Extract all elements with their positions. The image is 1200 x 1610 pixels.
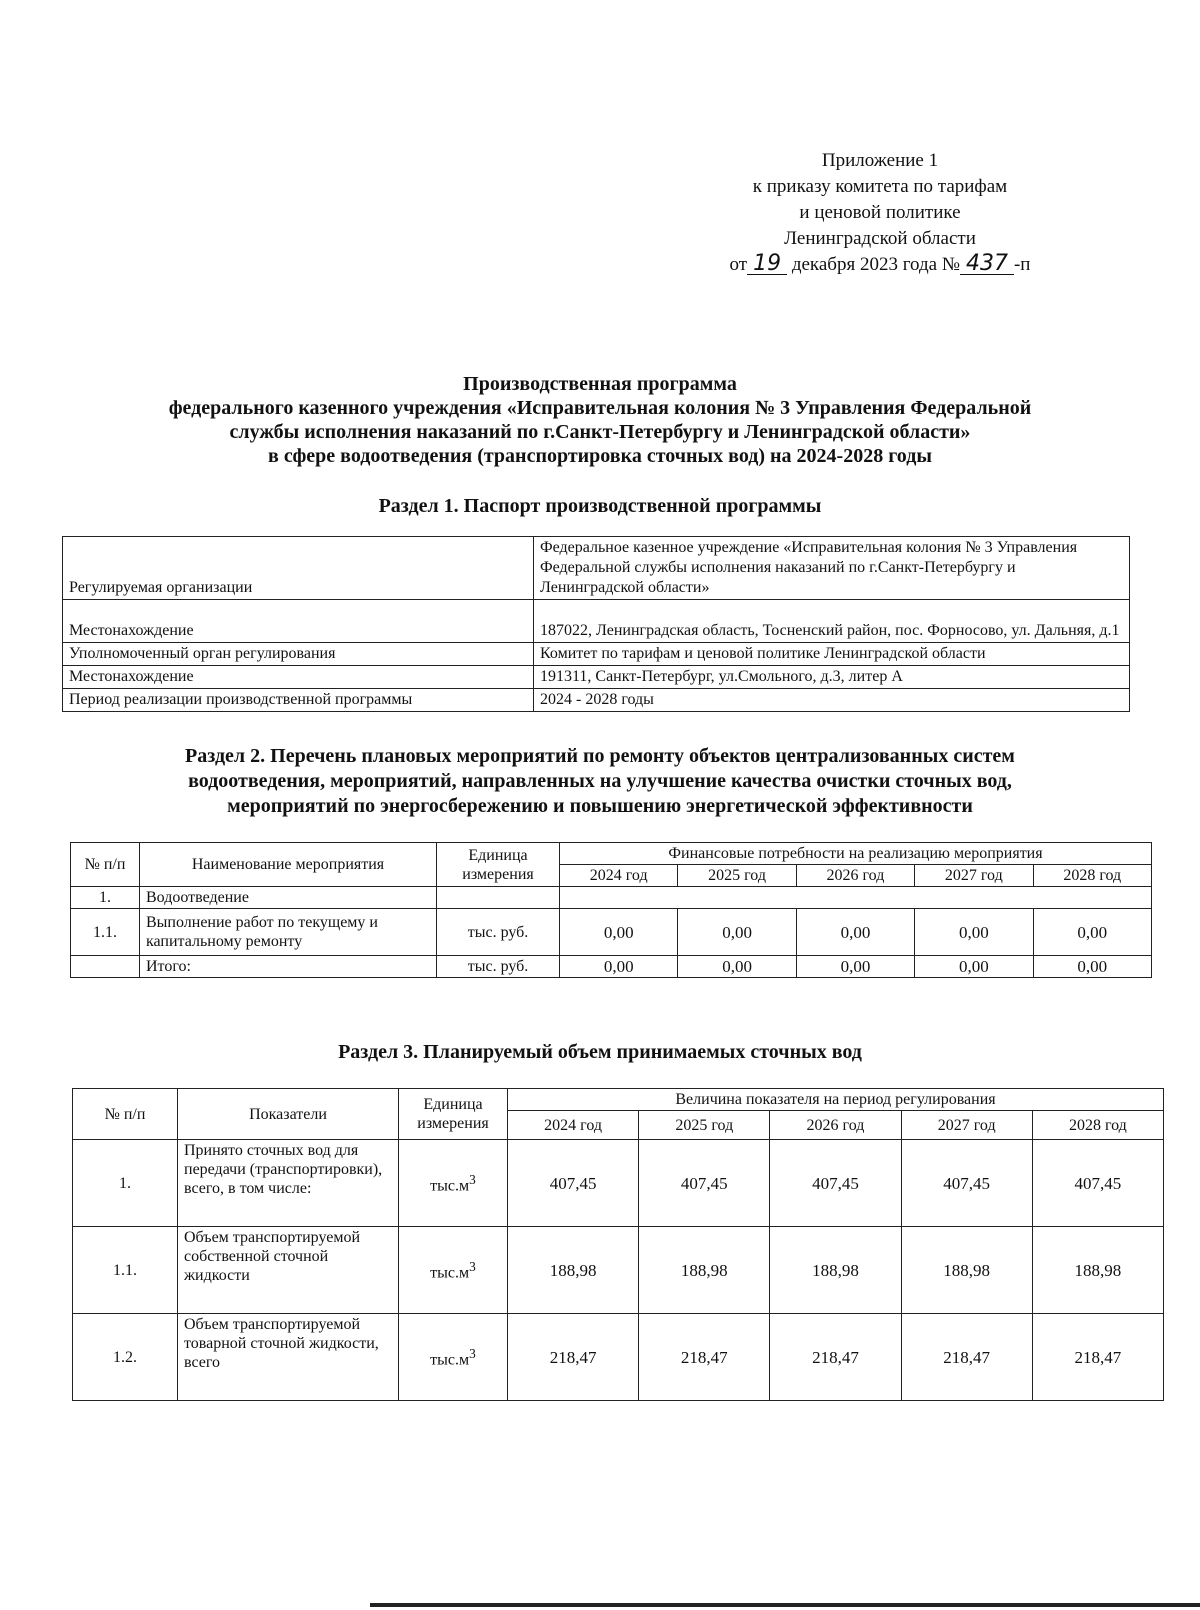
cell-no bbox=[71, 956, 140, 978]
passport-table bbox=[62, 536, 1130, 712]
cell-no: 1.2. bbox=[73, 1314, 178, 1401]
passport-value: 191311, Санкт-Петербург, ул.Смольного, д.3, литер А bbox=[534, 666, 1130, 689]
cell-value: 188,98 bbox=[639, 1227, 770, 1314]
cell-unit bbox=[399, 1140, 508, 1227]
section3-heading: Раздел 3. Планируемый объем принимаемых сточных вод bbox=[338, 1041, 862, 1063]
cell-value: 407,45 bbox=[1032, 1140, 1163, 1227]
col-header-year: 2027 год bbox=[901, 1111, 1032, 1140]
cell-value: 0,00 bbox=[678, 956, 796, 978]
heading-line: водоотведения, мероприятий, направленных на улучшение качества очистки сточных вод, bbox=[188, 770, 1012, 792]
document-title bbox=[40, 372, 1160, 468]
unit-exponent: 3 bbox=[469, 1259, 476, 1275]
passport-value: 187022, Ленинградская область, Тосненский район, пос. Форносово, ул. Дальняя, д.1 bbox=[534, 600, 1130, 643]
table-row bbox=[63, 643, 1130, 666]
annex-line: и ценовой политике bbox=[799, 202, 961, 223]
col-header-year: 2024 год bbox=[508, 1111, 639, 1140]
table-row bbox=[71, 909, 1152, 956]
table-row bbox=[71, 887, 1152, 909]
cell-no: 1. bbox=[71, 887, 140, 909]
passport-label: Местонахождение bbox=[63, 600, 534, 643]
unit-base: тыс.м bbox=[430, 1264, 470, 1282]
section1-heading: Раздел 1. Паспорт производственной программы bbox=[378, 495, 822, 517]
heading-line: мероприятий по энергосбережению и повышению энергетической эффективности bbox=[227, 795, 973, 817]
scan-edge-line bbox=[370, 1603, 1200, 1607]
cell-value: 188,98 bbox=[901, 1227, 1032, 1314]
cell-value: 218,47 bbox=[508, 1314, 639, 1401]
cell-unit bbox=[437, 887, 560, 909]
cell-name: Объем транспортируемой собственной сточной жидкости bbox=[178, 1227, 399, 1314]
measures-table bbox=[70, 842, 1152, 978]
cell-value: 0,00 bbox=[915, 956, 1033, 978]
passport-value: Комитет по тарифам и ценовой политике Ленинградской области bbox=[534, 643, 1130, 666]
cell-value: 188,98 bbox=[508, 1227, 639, 1314]
volume-table bbox=[72, 1088, 1164, 1401]
cell-value: 407,45 bbox=[770, 1140, 901, 1227]
annex-block bbox=[700, 148, 1060, 278]
cell-value: 218,47 bbox=[770, 1314, 901, 1401]
cell-empty bbox=[560, 887, 1152, 909]
col-header-year: 2024 год bbox=[560, 865, 678, 887]
cell-value: 0,00 bbox=[560, 956, 678, 978]
passport-value: Федеральное казенное учреждение «Исправительная колония № 3 Управления Федеральной службы исполнения наказаний по г.Санкт-Петербургу и Ленинградской области» bbox=[534, 537, 1130, 600]
annex-line: Приложение 1 bbox=[821, 150, 939, 171]
cell-value: 0,00 bbox=[678, 909, 796, 956]
cell-no: 1.1. bbox=[71, 909, 140, 956]
passport-value: 2024 - 2028 годы bbox=[534, 689, 1130, 712]
annex-line: Ленинградской области bbox=[784, 228, 976, 249]
col-header-values: Величина показателя на период регулирования bbox=[508, 1089, 1164, 1111]
cell-value: 218,47 bbox=[901, 1314, 1032, 1401]
table-row bbox=[73, 1140, 1164, 1227]
col-header-no: № п/п bbox=[73, 1089, 178, 1140]
cell-value: 218,47 bbox=[1032, 1314, 1163, 1401]
col-header-unit: Единица измерения bbox=[437, 843, 560, 887]
cell-unit bbox=[399, 1227, 508, 1314]
passport-label: Местонахождение bbox=[63, 666, 534, 689]
cell-unit: тыс. руб. bbox=[437, 956, 560, 978]
date-middle: декабря 2023 года № bbox=[791, 254, 960, 275]
col-header-finance: Финансовые потребности на реализацию мероприятия bbox=[560, 843, 1152, 865]
cell-name: Итого: bbox=[140, 956, 437, 978]
unit-exponent: 3 bbox=[469, 1172, 476, 1188]
cell-no: 1.1. bbox=[73, 1227, 178, 1314]
passport-label: Период реализации производственной программы bbox=[63, 689, 534, 712]
unit-base: тыс.м bbox=[430, 1351, 470, 1369]
col-header-name: Наименование мероприятия bbox=[140, 843, 437, 887]
col-header-no: № п/п bbox=[71, 843, 140, 887]
col-header-year: 2028 год bbox=[1032, 1111, 1163, 1140]
cell-value: 218,47 bbox=[639, 1314, 770, 1401]
col-header-year: 2026 год bbox=[770, 1111, 901, 1140]
passport-label: Регулируемая организации bbox=[63, 537, 534, 600]
cell-unit bbox=[399, 1314, 508, 1401]
title-line: Производственная программа bbox=[463, 373, 737, 395]
col-header-year: 2025 год bbox=[639, 1111, 770, 1140]
annex-line: к приказу комитета по тарифам bbox=[752, 176, 1008, 197]
title-line: федерального казенного учреждения «Исправительная колония № 3 Управления Федеральной bbox=[168, 397, 1032, 419]
cell-value: 0,00 bbox=[915, 909, 1033, 956]
cell-value: 407,45 bbox=[639, 1140, 770, 1227]
cell-name: Принято сточных вод для передачи (транспортировки), всего, в том числе: bbox=[178, 1140, 399, 1227]
col-header-year: 2028 год bbox=[1033, 865, 1152, 887]
date-suffix: -п bbox=[1013, 254, 1031, 275]
cell-name: Объем транспортируемой товарной сточной жидкости, всего bbox=[178, 1314, 399, 1401]
col-header-year: 2025 год bbox=[678, 865, 796, 887]
table-row bbox=[63, 666, 1130, 689]
table-row bbox=[63, 600, 1130, 643]
title-line: в сфере водоотведения (транспортировка сточных вод) на 2024-2028 годы bbox=[268, 445, 932, 467]
table-header-row bbox=[71, 843, 1152, 865]
table-row bbox=[63, 537, 1130, 600]
section2-heading bbox=[40, 744, 1160, 819]
cell-value: 407,45 bbox=[901, 1140, 1032, 1227]
cell-value: 188,98 bbox=[1032, 1227, 1163, 1314]
handwritten-order-number: 437 bbox=[960, 254, 1014, 275]
title-line: службы исполнения наказаний по г.Санкт-Петербургу и Ленинградской области» bbox=[229, 421, 971, 443]
cell-name: Водоотведение bbox=[140, 887, 437, 909]
table-row bbox=[73, 1227, 1164, 1314]
col-header-year: 2026 год bbox=[796, 865, 914, 887]
heading-line: Раздел 2. Перечень плановых мероприятий по ремонту объектов централизованных систем bbox=[185, 745, 1015, 767]
cell-value: 0,00 bbox=[560, 909, 678, 956]
handwritten-day: 19 bbox=[747, 254, 787, 275]
unit-base: тыс.м bbox=[430, 1177, 470, 1195]
annex-date-line bbox=[700, 252, 1060, 278]
cell-value: 0,00 bbox=[796, 956, 914, 978]
cell-no: 1. bbox=[73, 1140, 178, 1227]
col-header-unit: Единица измерения bbox=[399, 1089, 508, 1140]
col-header-name: Показатели bbox=[178, 1089, 399, 1140]
cell-value: 0,00 bbox=[1033, 956, 1152, 978]
col-header-year: 2027 год bbox=[915, 865, 1033, 887]
passport-label: Уполномоченный орган регулирования bbox=[63, 643, 534, 666]
cell-unit: тыс. руб. bbox=[437, 909, 560, 956]
cell-name: Выполнение работ по текущему и капитальному ремонту bbox=[140, 909, 437, 956]
table-header-row bbox=[73, 1089, 1164, 1111]
table-total-row bbox=[71, 956, 1152, 978]
cell-value: 407,45 bbox=[508, 1140, 639, 1227]
cell-value: 0,00 bbox=[796, 909, 914, 956]
cell-value: 0,00 bbox=[1033, 909, 1152, 956]
unit-exponent: 3 bbox=[469, 1346, 476, 1362]
table-row bbox=[73, 1314, 1164, 1401]
cell-value: 188,98 bbox=[770, 1227, 901, 1314]
table-row bbox=[63, 689, 1130, 712]
date-prefix: от bbox=[729, 254, 748, 275]
